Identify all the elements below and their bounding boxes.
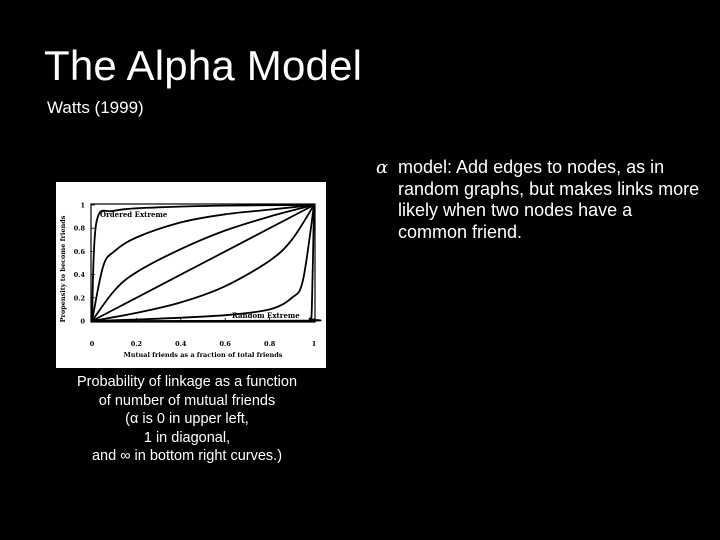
caption-line: 1 in diagonal, bbox=[143, 429, 231, 446]
x-tick-label: 0.6 bbox=[219, 340, 231, 348]
x-tick-label: 0.8 bbox=[263, 340, 276, 348]
figure-caption bbox=[56, 373, 318, 466]
alpha-symbol: α bbox=[376, 157, 389, 178]
x-tick-label: 0.2 bbox=[130, 340, 143, 348]
chart-figure bbox=[56, 182, 326, 368]
annotation-ordered: Ordered Extreme bbox=[100, 210, 168, 219]
x-tick-label: 0.4 bbox=[175, 340, 187, 348]
y-tick-label: 0 bbox=[80, 317, 85, 326]
x-tick-label: 0 bbox=[89, 340, 95, 348]
y-tick-label: 0.8 bbox=[73, 224, 85, 233]
slide-subtitle: Watts (1999) bbox=[47, 98, 144, 117]
bullet-point bbox=[376, 157, 706, 243]
y-tick-label: 0.2 bbox=[73, 294, 85, 303]
x-axis-label: Mutual friends as a fraction of total friends bbox=[123, 351, 283, 359]
bullet-text: model: Add edges to nodes, as in random graphs, but makes links more likely when two nodes have a common friend. bbox=[398, 157, 700, 242]
annotation-random: Random Extreme bbox=[232, 311, 300, 320]
caption-line: Probability of linkage as a function bbox=[76, 374, 298, 390]
series-line-4 bbox=[92, 205, 314, 321]
y-tick-label: 1 bbox=[80, 201, 85, 210]
y-axis-label: Propensity to become friends bbox=[59, 215, 67, 323]
slide-title: The Alpha Model bbox=[44, 42, 363, 89]
x-tick-label: 1 bbox=[311, 340, 317, 348]
y-tick-label: 0.6 bbox=[73, 247, 85, 256]
caption-line: and ∞ in bottom right curves.) bbox=[91, 448, 283, 464]
caption-line: (α is 0 in upper left, bbox=[125, 411, 249, 427]
y-tick-label: 0.4 bbox=[73, 271, 85, 280]
line-chart bbox=[56, 182, 326, 368]
caption-line: of number of mutual friends bbox=[98, 392, 276, 409]
